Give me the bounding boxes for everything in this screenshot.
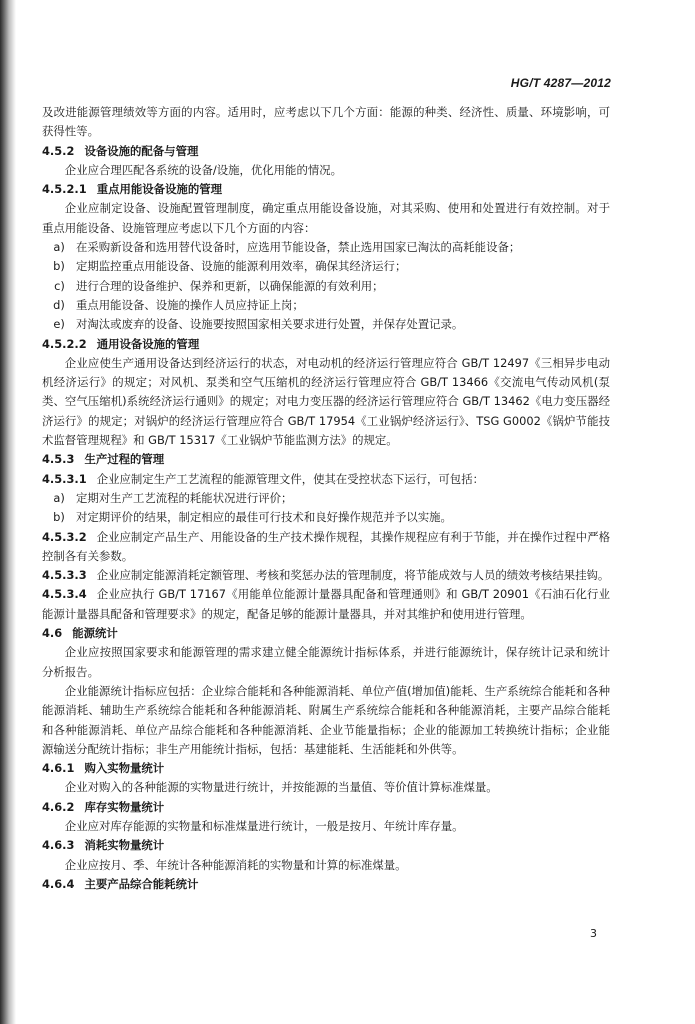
list-item-text: 定期对生产工艺流程的耗能状况进行评价；: [76, 490, 293, 505]
list-item-text: 重点用能设备、设施的操作人员应持证上岗；: [76, 297, 304, 312]
section-number: 4.5.2.2: [42, 336, 87, 351]
section-number: 4.6.4: [42, 876, 75, 891]
paragraph: 企业应使生产通用设备达到经济运行的状态，对电动机的经济运行管理应符合 GB/T 12497《三相异步电动机经济运行》的规定；对风机、泵类和空气压缩机的经济运行管理应符合 GB/T 13466《交流电气传动风机(泵类、空气压缩机)系统经济运行通则》的规定；对电力变压器的经济运行管理应符合 GB/T 13462《电力变压器经济运行》的规定；对锅炉的经济运行管理应符合 GB/T 17954《工业锅炉经济运行》、TSG G0002《锅炉节能技术监督管理规程》和 GB/T 15317《工业锅炉节能监测方法》的规定。: [42, 355, 610, 448]
list-item: [42, 257, 610, 276]
list-marker: d): [53, 297, 65, 312]
list-marker: b): [53, 510, 65, 525]
list-item-text: 进行合理的设备维护、保养和更新，以确保能源的有效利用；: [76, 278, 384, 293]
paragraph: 企业应对库存能源的实物量和标准煤量进行统计，一般是按月、年统计库存量。: [64, 818, 464, 833]
paragraph: 企业能源统计指标应包括：企业综合能耗和各种能源消耗、单位产值(增加值)能耗、生产系统综合能耗和各种能源消耗、辅助生产系统综合能耗和各种能源消耗、附属生产系统综合能耗和各种能源消耗，主要产品综合能耗和各种能源消耗、单位产品综合能耗和各种能源消耗、企业节能量指标；企业的能源加工转换统计指标；企业能源输送分配统计指标；非生产用能统计指标，包括：基建能耗、生活能耗和外供等。: [42, 683, 610, 756]
section-title: 库存实物量统计: [84, 799, 165, 814]
list-item: [42, 277, 610, 296]
clause-number: 4.5.3.1: [42, 471, 87, 486]
paragraph: 企业应按月、季、年统计各种能源消耗的实物量和计算的标准煤量。: [64, 857, 407, 872]
document-body: [42, 103, 610, 894]
paragraph: 及改进能源管理绩效等方面的内容。适用时，应考虑以下几个方面：能源的种类、经济性、质量、环境影响，可获得性等。: [42, 105, 610, 139]
clause-number: 4.5.3.3: [42, 568, 87, 583]
section-heading: [42, 180, 610, 199]
list-marker: a): [53, 240, 65, 255]
section-title: 主要产品综合能耗统计: [84, 876, 199, 891]
paragraph: 企业应合理匹配各系统的设备/设施，优化用能的情况。: [64, 162, 343, 177]
clause-text: 企业应制定生产工艺流程的能源管理文件，使其在受控状态下运行，可包括：: [96, 471, 484, 486]
section-heading: [42, 450, 610, 469]
list-item: [42, 508, 610, 527]
list-item: [42, 315, 610, 334]
list-item-text: 定期监控重点用能设备、设施的能源利用效率，确保其经济运行；: [76, 259, 407, 274]
list-marker: e): [53, 317, 65, 332]
section-heading: [42, 798, 610, 817]
section-number: 4.6.3: [42, 838, 75, 853]
numbered-clause: [42, 528, 610, 567]
section-number: 4.6: [42, 626, 63, 641]
paragraph: 企业应按照国家要求和能源管理的需求建立健全能源统计指标体系，并进行能源统计，保存统计记录和统计分析报告。: [42, 645, 610, 679]
list-item-text: 在采购新设备和选用替代设备时，应选用节能设备，禁止选用国家已淘汰的高耗能设备；: [76, 240, 521, 255]
section-title: 设备设施的配备与管理: [84, 143, 199, 158]
numbered-clause: [42, 585, 610, 624]
paragraph: 企业对购入的各种能源的实物量进行统计，并按能源的当量值、等价值计算标准煤量。: [64, 780, 498, 795]
section-title: 通用设备设施的管理: [96, 336, 200, 351]
list-marker: b): [53, 259, 65, 274]
list-marker: a): [53, 490, 65, 505]
list-marker: c): [54, 278, 65, 293]
clause-number: 4.5.3.4: [42, 587, 87, 602]
clause-text: 企业应执行 GB/T 17167《用能单位能源计量器具配备和管理通则》和 GB/T 20901《石油石化行业能源计量器具配备和管理要求》的规定，配备足够的能源计量器具，并对其维护和使用进行管理。: [42, 587, 610, 621]
section-number: 4.5.3: [42, 452, 75, 467]
section-title: 能源统计: [72, 626, 118, 641]
section-heading: [42, 875, 610, 894]
section-heading: [42, 624, 610, 643]
list-item-text: 对定期评价的结果，制定相应的最佳可行技术和良好操作规范并予以实施。: [76, 510, 452, 525]
section-number: 4.5.2: [42, 143, 75, 158]
section-heading: [42, 335, 610, 354]
clause-text: 企业应制定能源消耗定额管理、考核和奖惩办法的管理制度，将节能成效与人员的绩效考核结果挂钩。: [96, 568, 610, 583]
section-number: 4.6.2: [42, 799, 75, 814]
page-number: 3: [590, 927, 597, 940]
section-heading: [42, 759, 610, 778]
standard-number-header: HG/T 4287—2012: [510, 76, 611, 90]
section-number: 4.6.1: [42, 761, 75, 776]
paragraph: 企业应制定设备、设施配置管理制度，确定重点用能设备设施，对其采购、使用和处置进行有效控制。对于重点用能设备、设施管理应考虑以下几个方面的内容：: [42, 201, 610, 235]
scan-binding-edge: [0, 0, 16, 1024]
numbered-clause: [42, 566, 610, 585]
section-heading: [42, 142, 610, 161]
list-item-text: 对淘汰或废弃的设备、设施要按照国家相关要求进行处置，并保存处置记录。: [76, 317, 464, 332]
clause-number: 4.5.3.2: [42, 529, 87, 544]
list-item: [42, 489, 610, 508]
section-title: 消耗实物量统计: [84, 838, 165, 853]
list-item: [42, 296, 610, 315]
clause-text: 企业应制定产品生产、用能设备的生产技术操作规程，其操作规程应有利于节能，并在操作过程中严格控制各有关参数。: [42, 529, 610, 563]
section-title: 生产过程的管理: [84, 452, 165, 467]
section-title: 重点用能设备设施的管理: [96, 182, 222, 197]
section-heading: [42, 836, 610, 855]
section-title: 购入实物量统计: [84, 761, 165, 776]
numbered-clause: [42, 470, 610, 489]
section-number: 4.5.2.1: [42, 182, 87, 197]
list-item: [42, 238, 610, 257]
